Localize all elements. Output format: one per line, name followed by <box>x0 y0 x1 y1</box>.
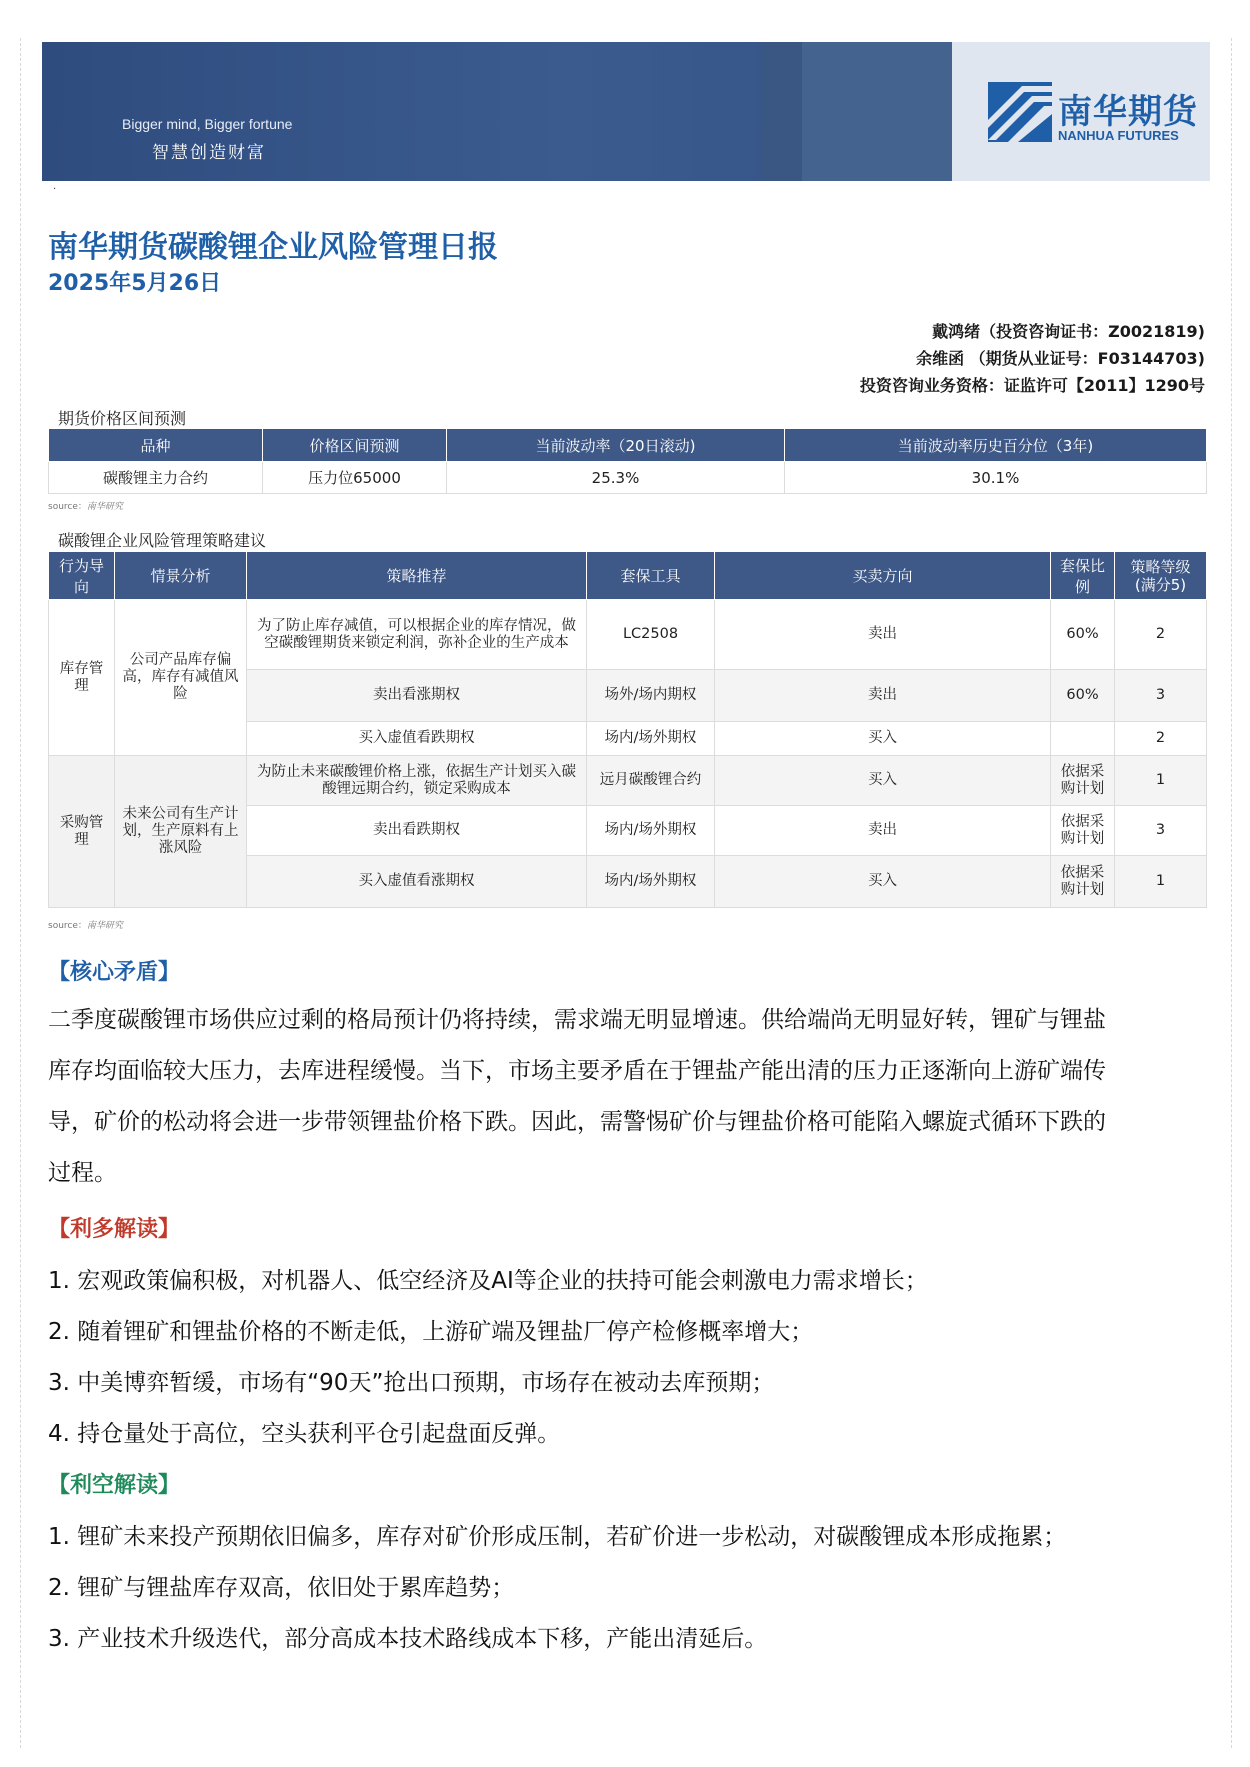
table-header: 策略推荐 <box>247 552 587 600</box>
core-paragraph: 二季度碳酸锂市场供应过剩的格局预计仍将持续，需求端无明显增速。供给端尚无明显好转，锂矿与锂盐 库存均面临较大压力，去库进程缓慢。当下，市场主要矛盾在于锂盐产能出清的压力正逐渐向上游矿端传 导，矿价的松动将会进一步带领锂盐价格下跌。因此，需警惕矿价与锂盐价格可能陷入螺旋式循环下跌的 过程。 <box>48 1007 1106 1186</box>
table-header: 买卖方向 <box>715 552 1051 600</box>
slogan-english: Bigger mind, Bigger fortune <box>122 116 293 132</box>
strategy-table <box>48 551 1207 908</box>
logo-area <box>952 42 1210 181</box>
table-header: 价格区间预测 <box>263 429 447 462</box>
table-row: 采购管理 未来公司有生产计划，生产原料有上涨风险 为防止未来碳酸锂价格上涨，依据生产计划买入碳酸锂远期合约，锁定采购成本 远月碳酸锂合约 买入 依据采购计划 1 <box>49 756 1207 806</box>
report-date: 2025年5月26日 <box>48 271 222 296</box>
header-banner <box>42 42 1210 181</box>
table-header: 情景分析 <box>115 552 247 600</box>
table-header: 套保比例 <box>1051 552 1115 600</box>
table-header: 品种 <box>49 429 263 462</box>
list-item: 4. 持仓量处于高位，空头获利平仓引起盘面反弹。 <box>48 1421 561 1447</box>
author-line: 余维函 （期货从业证号：F03144703) <box>916 349 1205 368</box>
nanhua-logo-icon <box>988 82 1052 142</box>
table-header: 套保工具 <box>587 552 715 600</box>
logo-text-cn: 南华期货 <box>1058 92 1198 132</box>
list-item: 2. 锂矿与锂盐库存双高，依旧处于累库趋势； <box>48 1575 515 1601</box>
list-item: 3. 产业技术升级迭代，部分高成本技术路线成本下移，产能出清延后。 <box>48 1626 768 1652</box>
scenario-cell: 未来公司有生产计划，生产原料有上涨风险 <box>115 756 247 908</box>
author-line: 戴鸿绪（投资咨询证书：Z0021819) <box>932 322 1205 341</box>
list-item: 2. 随着锂矿和锂盐价格的不断走低，上游矿端及锂盐厂停产检修概率增大； <box>48 1319 814 1345</box>
table-row: 库存管理 公司产品库存偏高，库存有减值风险 为了防止库存减值，可以根据企业的库存情况，做空碳酸锂期货来锁定利润，弥补企业的生产成本 LC2508 卖出 60% 2 <box>49 600 1207 670</box>
behavior-cell: 库存管理 <box>49 600 115 756</box>
table-row: 卖出看跌期权 场内/场外期权 卖出 依据采购计划 3 <box>49 806 1207 856</box>
author-info <box>860 318 1205 399</box>
slogan-chinese: 智慧创造财富 <box>152 143 266 163</box>
price-table-label: 期货价格区间预测 <box>58 409 187 428</box>
table-header: 当前波动率历史百分位（3年) <box>785 429 1207 462</box>
strategy-table-label: 碳酸锂企业风险管理策略建议 <box>58 531 267 550</box>
author-line: 投资咨询业务资格：证监许可【2011】1290号 <box>859 376 1205 395</box>
table-header: 策略等级 (满分5) <box>1115 552 1207 600</box>
list-item: 1. 锂矿未来投产预期依旧偏多，库存对矿价形成压制，若矿价进一步松动，对碳酸锂成本形成拖累； <box>48 1524 1067 1550</box>
bearish-heading: 【利空解读】 <box>48 1473 181 1498</box>
table-row: 买入虚值看跌期权 场内/场外期权 买入 2 <box>49 722 1207 756</box>
table-header: 当前波动率（20日滚动) <box>447 429 785 462</box>
bullish-heading: 【利多解读】 <box>48 1217 181 1242</box>
table-header: 行为导向 <box>49 552 115 600</box>
logo-text-en: NANHUA FUTURES <box>1058 128 1179 143</box>
price-forecast-table <box>48 428 1207 494</box>
list-item: 3. 中美博弈暂缓，市场有“90天”抢出口预期，市场存在被动去库预期； <box>48 1370 775 1396</box>
behavior-cell: 采购管理 <box>49 756 115 908</box>
scenario-cell: 公司产品库存偏高，库存有减值风险 <box>115 600 247 756</box>
table-row: 卖出看涨期权 场外/场内期权 卖出 60% 3 <box>49 670 1207 722</box>
table-row: 碳酸锂主力合约 压力位65000 25.3% 30.1% <box>49 462 1207 494</box>
report-title: 南华期货碳酸锂企业风险管理日报 <box>48 230 498 265</box>
source-note: source：南华研究 <box>48 921 123 931</box>
core-heading: 【核心矛盾】 <box>48 960 181 985</box>
list-item: 1. 宏观政策偏积极，对机器人、低空经济及AI等企业的扶持可能会刺激电力需求增长； <box>48 1268 928 1294</box>
table-row: 买入虚值看涨期权 场内/场外期权 买入 依据采购计划 1 <box>49 856 1207 908</box>
source-note: source：南华研究 <box>48 502 123 512</box>
